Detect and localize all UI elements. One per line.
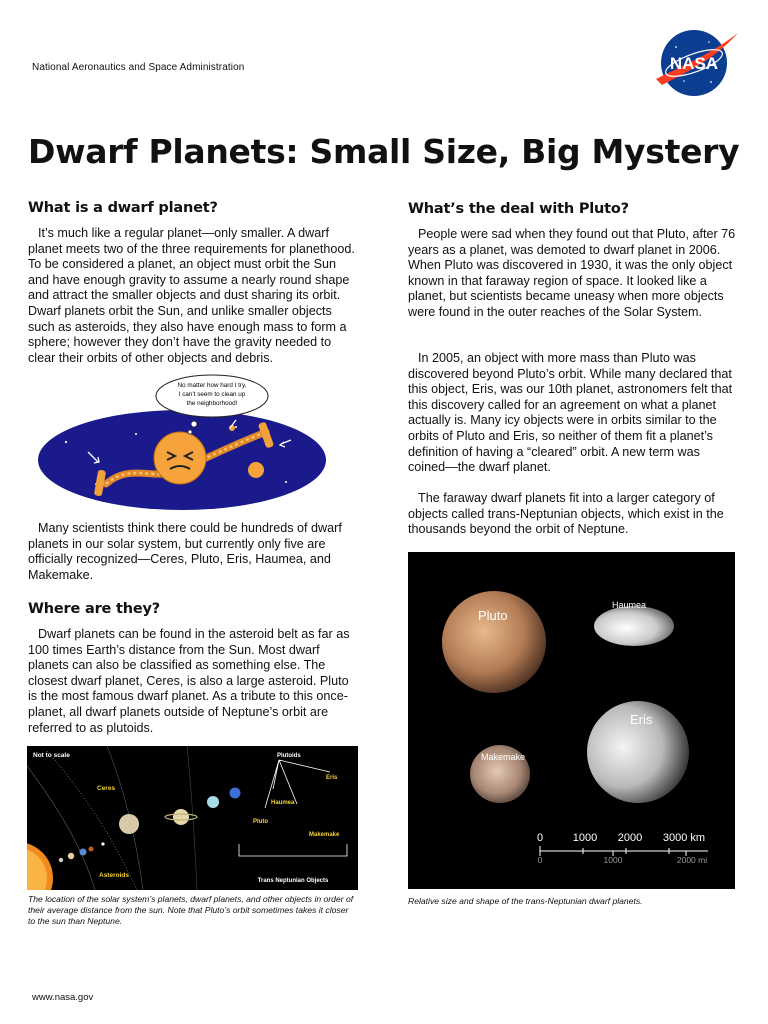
scale-km-3000: 3000 km bbox=[662, 832, 706, 844]
nasa-logo bbox=[654, 27, 740, 99]
paragraph-tno: The faraway dwarf planets fit into a larger category of objects called trans-Neptunian objects, which exist in the thousands beyond the orbit of Neptune. bbox=[408, 491, 724, 537]
solar-system-diagram bbox=[27, 746, 358, 890]
cartoon-illustration bbox=[36, 372, 330, 512]
asteroids-label: Asteroids bbox=[99, 872, 129, 879]
scale-km-2000: 2000 bbox=[617, 832, 643, 844]
scale-km-1000: 1000 bbox=[572, 832, 598, 844]
plutoids-label: Plutoids bbox=[277, 753, 301, 759]
dwarf-planets-caption: Relative size and shape of the trans-Neptunian dwarf planets. bbox=[408, 896, 643, 906]
heading-where: Where are they? bbox=[28, 601, 160, 617]
agency-name: National Aeronautics and Space Administration bbox=[32, 62, 245, 73]
heading-what-is: What is a dwarf planet? bbox=[28, 200, 218, 216]
eris-label: Eris bbox=[326, 775, 338, 781]
paragraph-what-is: It’s much like a regular planet—only smaller. A dwarf planet meets two of the three requirements for planethood. To be considered a planet, an object must orbit the Sun and have enough gravity to assume a nearly round shape and attract the smaller objects and dust sharing its orbit. Dwarf planets orbit the Sun, and unlike smaller objects such as asteroids, they also have enough mass to form a sphere; however they don’t have the gravity needed to clear their orbits of other objects and debris. bbox=[28, 226, 355, 365]
solar-system-caption: The location of the solar system’s planets, dwarf planets, and other objects in order of their average distance from the sun. Note that Pluto’s orbit sometimes takes it closer to the sun than Neptune. bbox=[28, 894, 354, 926]
paragraph-many-scientists: Many scientists think there could be hundreds of dwarf planets in our solar system, but currently only five are officially recognized—Ceres, Pluto, Eris, Haumea, and Makemake. bbox=[28, 521, 342, 582]
makemake-label: Makemake bbox=[309, 832, 340, 838]
scale-mi-2000: 2000 mi bbox=[676, 855, 708, 865]
scale-mi-1000: 1000 bbox=[603, 855, 623, 865]
dwarf-planets-comparison bbox=[408, 552, 735, 889]
scale-mi-0: 0 bbox=[537, 855, 543, 865]
tno-label: Trans Neptunian Objects bbox=[257, 878, 329, 884]
haumea-label: Haumea bbox=[271, 800, 295, 806]
scale-km-0: 0 bbox=[536, 832, 544, 844]
paragraph-eris: In 2005, an object with more mass than Pluto was discovered beyond Pluto’s orbit. While many declared that this object, Eris, was our 10th planet, astronomers felt that this discovery called for an agreement on what a planet actually is. Many icy objects were in orbits similar to the orbits of Pluto and Eris, so neither of them fit a planet’s definition of having a “cleared” orbit. A new term was coined—the dwarf planet. bbox=[408, 351, 733, 475]
cartoon-bubble-line-3: the neighborhood! bbox=[186, 400, 238, 407]
paragraph-pluto: People were sad when they found out that Pluto, after 76 years as a planet, was demoted to dwarf planet in 2006. When Pluto was discovered in 1930, it was the only object known in that faraway region of space. It looked like a planet, but scientists became uneasy when more objects were found in the outer reaches of the Solar System. bbox=[408, 227, 736, 319]
pluto-label: Pluto bbox=[478, 608, 508, 623]
cartoon-bubble-line-2: I can’t seem to clean up bbox=[178, 391, 246, 398]
cartoon-bubble-line-1: No matter how hard I try, bbox=[177, 382, 247, 389]
paragraph-where: Dwarf planets can be found in the asteroid belt as far as 100 times Earth’s distance from the Sun. Most dwarf planets can also be classified as something else. The closest dwarf planet, Ceres, is also a large asteroid. Pluto is the most famous dwarf planet. As a tribute to this once-planet, all dwarf planets outside of Neptune’s orbit are referred to as plutoids. bbox=[28, 627, 350, 735]
heading-pluto: What’s the deal with Pluto? bbox=[408, 201, 629, 217]
page-title: Dwarf Planets: Small Size, Big Mystery bbox=[28, 132, 740, 171]
not-to-scale-label: Not to scale bbox=[33, 752, 70, 759]
makemake-label: Makemake bbox=[481, 752, 526, 762]
ceres-label: Ceres bbox=[97, 785, 116, 792]
pluto-label: Pluto bbox=[253, 819, 268, 825]
haumea-label: Haumea bbox=[612, 600, 647, 610]
svg-text:NASA: NASA bbox=[669, 54, 719, 73]
footer-url[interactable]: www.nasa.gov bbox=[32, 992, 94, 1003]
eris-label: Eris bbox=[630, 712, 653, 727]
